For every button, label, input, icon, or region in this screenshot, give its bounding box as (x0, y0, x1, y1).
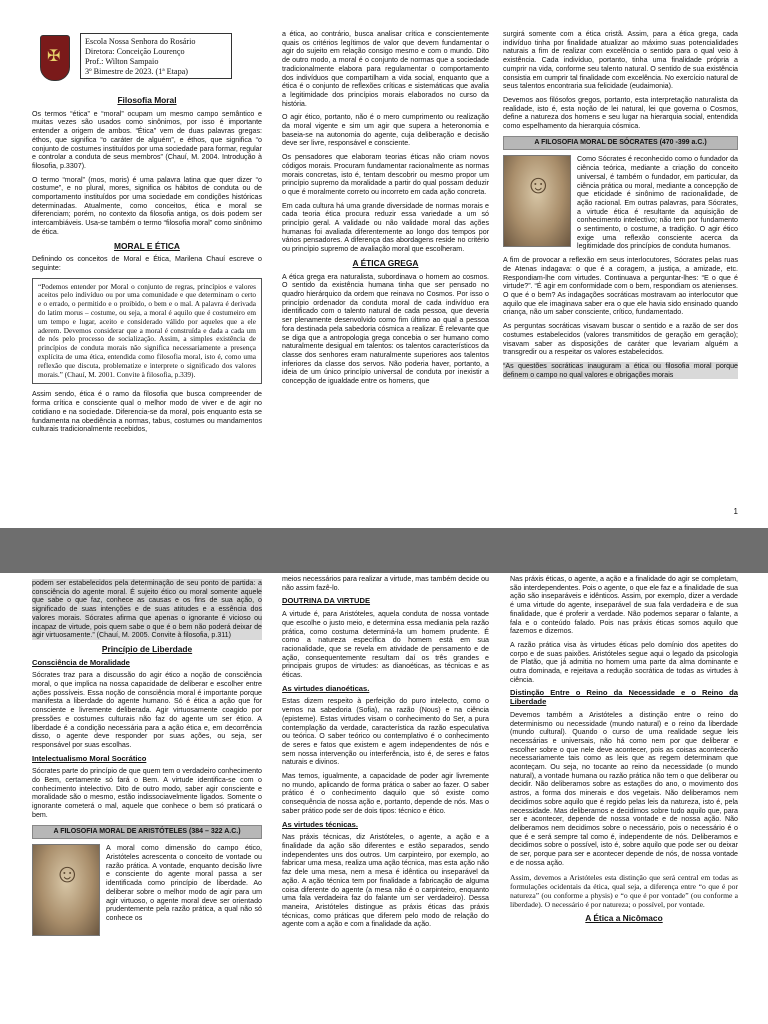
teacher-line: Prof.: Wilton Sampaio (85, 57, 159, 66)
paragraph: A fim de provocar a reflexão em seus interlocutores, Sócrates pelas ruas de Atenas indagava: o que é a coragem, a justiça, a amizade, etc. Respondiam-lhe com virtudes. Continuava a perguntar-lhes: “E o que é virtude?”. “É agir em conformidade com o bem, respondiam os atenienses. O que é o bem? As indagações socráticas mostravam ao interlocutor que aquilo que ele imaginava saber era o que ele havia sido ensinado quando criança, não um saber consciente, crítico, fundamentado. (503, 256, 738, 317)
subsection-title: Consciência de Moralidade (32, 657, 130, 667)
page1-column-3 (503, 30, 738, 384)
school-crest-icon (40, 35, 70, 81)
paragraph: A moral como dimensão do campo ético, Aristóteles acrescenta o conceito de vontade ou razão prática. A vontade, enquanto decisão livre e consciente do agente moral passa a ser identificada como princípio de liberdade. Ao deliberar sobre o melhor modo de agir para um agir virtuoso, o agente moral deve ser orientado prudentemente pela razão prática, a qual não só conhece os (106, 844, 262, 922)
highlighted-quote: podem ser estabelecidos pela determinação de seu ponto de partida: a consciência do agente moral. É sujeito ético ou moral somente aquele que sabe o que faz, conhece as causas e os fins de sua ação, o significado de suas intenções e de suas atitudes e a essência dos valores morais. Sócrates afirma que apenas o ignorante é vicioso ou incapaz de virtude, pois quem sabe o que é o bem não poderá deixar de agir virtuosamente.” (Chauí, M. 2005. Convite à filosofia, p.311) (32, 579, 262, 640)
paragraph: Nas práxis técnicas, diz Aristóteles, o agente, a ação e a finalidade da ação são diferentes e estão separados, sendo independentes uns dos outros. Um carpinteiro, por exemplo, ao fabricar uma mesa, realiza uma ação técnica, mas esta ação não faz dele uma mesa, nem a mesa é idêntica ou inseparável da ação. A ação técnica tem por finalidade a fabricação de alguma coisa diferente do agente (a mesa não é o carpinteiro, enquanto uma fala verdadeira faz do falante um ser verdadeiro). Dessa maneira, Aristóteles distingue as práxis éticas das práxis técnicas, como práticas que diferem pelo modo de relação do agente com a ação e com a finalidade da ação. (282, 833, 489, 929)
header-box (80, 33, 232, 79)
page2-column-2 (282, 575, 489, 934)
paragraph: A virtude é, para Aristóteles, aquela conduta de nossa vontade que escolhe o justo meio, e determina essa mediania pela razão prática, como costuma determiná-la um homem prudente. É como a natureza específica do homem está em sua racionalidade, que se revela em atividade de pensamento e de ação, consequentemente resultam daí os três grandes e principais grupos de virtudes: as dianoéticas, as técnicas e as éticas. (282, 610, 489, 680)
bust-icon: ☺ (525, 169, 552, 200)
page1-column-2 (282, 30, 489, 391)
section-band-aristoteles: A FILOSOFIA MORAL DE ARISTÓTELES (384 – 322 A.C.) (32, 825, 262, 840)
paragraph-serif: Assim, devemos a Aristóteles esta distinção que será central em todas as formulações ocidentais da ética, qual seja, a diferença entre “o que é por natureza” (ou conforme a physis) e “o que é por vontade” (ou conforme a liberdade). O necessário é por natureza; o possível, por vontade. (510, 872, 738, 910)
paragraph: O agir ético, portanto, não é o mero cumprimento ou realização da moral vigente e sim um agir que supera a heteronomia e baseia-se na autonomia do agente, cuja deliberação e decisão deve ser livre, responsável e consciente. (282, 113, 489, 148)
page2-column-1 (32, 579, 262, 938)
document-header (30, 33, 240, 85)
subsection-title: DOUTRINA DA VIRTUDE (282, 596, 371, 606)
section-title-etica-a-nicomaco: A Ética a Nicômaco (585, 913, 663, 924)
paragraph: Os pensadores que elaboram teorias éticas não criam novos códigos morais. Procuram fundamentar racionalmente as normas morais concretas, isto é, tentam descobrir ou mesmo propor um princípio supremo da moralidade a partir do qual possam deduzir o que é moralmente correto ou incorreto em cada ação concreta. (282, 153, 489, 196)
chaui-quote: “Podemos entender por Moral o conjunto de regras, princípios e valores aceitos pelo indivíduo ou por uma comunidade e que determinam o certo e o errado, o permitido e o proibido, o bem e o mal. A palavra é derivada do latim morus – costume, ou seja, a moral é aquilo que é costumeiro em um tempo e lugar, aceito e considerado válido por aqueles que a ele aderem. Devemos considerar que a moral é construída e dada a cada um de nós pelo processo de socialização. Assim, a simples existência de princípios de conduta morais não significa necessariamente a presença explícita de uma ética, entendida como filosofia moral, isto é, como uma reflexão que discuta, problematize e interprete o significado dos valores morais.” (Chauí, M. 2001. Convite à filosofia, p.339). (32, 278, 262, 385)
page1-column-1 (32, 92, 262, 439)
term-line: 3º Bimestre de 2023. (1ª Etapa) (85, 67, 189, 76)
paragraph: Nas práxis éticas, o agente, a ação e a finalidade do agir se completam, são interdependentes. Pois o agente, o que ele faz e a finalidade de sua ação são inseparáveis e idênticos. Assim, por exemplo, dizer a verdade é uma virtude do agente, inseparável de sua fala verdadeira e de sua finalidade, que é proferir a verdade. Não podemos separar o falante, a fala e o conteúdo falado. Pois nas práxis éticas somos aquilo que fazemos e dizemos. (510, 575, 738, 636)
page-2 (0, 573, 768, 1024)
section-title-etica-grega: A ÉTICA GREGA (352, 257, 419, 268)
subsection-title: As virtudes dianoéticas. (282, 683, 370, 693)
paragraph: Sócrates traz para a discussão do agir ético a noção de consciência moral, o que implica na nossa capacidade de deliberar e escolher entre ações possíveis. Essa noção de consciência moral é importante porque manifesta a liberdade do agente humano. Só é ética a ação que for consciente e livremente deliberada. Agir virtuosamente coagido por pressões e costumes culturais não faz do agente um ser ético. A liberdade é a condição necessária para a ação ética e, em decorrência disso, o agente deve responder por suas ações, ou seja, ser responsável por suas escolhas. (32, 671, 262, 749)
paragraph: As perguntas socráticas visavam buscar o sentido e a razão de ser dos costumes estabelecidos (valores transmitidos de geração em geração); visavam saber as disposições de caráter que levariam alguém a transgredir ou a respeitar os valores estabelecidos. (503, 322, 738, 357)
paragraph: Devemos também a Aristóteles a distinção entre o reino do determinismo ou necessidade (mundo natural) e o reino da liberdade (mundo cultural). Quando o curso de uma realidade segue leis necessárias e universais, não há como nem por que deliberar e escolher sobre o que nele deve acontecer, pois as coisas acontecerão necessariamente tais como as leis que as regem determinam que aconteçam. Ou seja, no tocante ao reino da necessidade (o mundo natural), a vontade humana ou razão prática não tem o que deliberar ou decidir. Não deliberamos sobre as estações do ano, o movimento dos astros, a forma dos minerais e dos vegetais. Não deliberamos nem decidimos sobre aquilo que é regido pelas leis da natureza, isto é, pela necessidade. Mas deliberamos e decidimos sobre tudo aquilo que, para ser e acontecer, depende de nossa vontade e de nossa ação. Não deliberamos nem decidimos sobre o necessário, pois o necessário é o que é e será sempre tal como é, independente de nós. Deliberamos e decidimos sobre o possível, isto é, sobre aquilo que pode ser ou deixar de ser, porque para ser e acontecer depende de nós, de nossa vontade e de nossa ação. (510, 710, 738, 867)
director-line: Diretora: Conceição Lourenço (85, 47, 185, 56)
paragraph: A razão prática visa às virtudes éticas pelo domínio dos apetites do corpo e de suas paixões. Aristóteles segue aqui o legado da psicologia de Platão, que já admitia no homem uma parte da alma dominante e outra dominada, e rejeitava a redução socrática de todas as virtudes à ciência. (510, 640, 738, 684)
paragraph: Sócrates parte do princípio de que quem tem o verdadeiro conhecimento do Bem, certamente só fará o Bem. A virtude identifica-se com o conhecimento intelectivo. Dito de outro modo, saber agir consciente e moralidade são o mesmo, estão indissociavelmente ligados. Somente o ignorante cometerá o mal, aquele que conhece o bem só praticará o bem. (32, 767, 262, 819)
paragraph: surgirá somente com a ética cristã. Assim, para a ética grega, cada indivíduo tinha por finalidade atualizar ao máximo suas potencialidades naturais a fim de realizar com excelência o sentido para o qual veio à existência. Cada indivíduo, portanto, tinha uma finalidade própria a cumprir na vida, conforme seu talento natural. O sentido de sua existência consistia em cumprir tal finalidade com excelência. No exercício natural de seus talentos encontraria sua felicidade (eudaimonia). (503, 30, 738, 91)
socrates-portrait-image (503, 155, 571, 247)
highlighted-quote: “As questões socráticas inauguram a ética ou filosofia moral porque definem o campo no qual valores e obrigações morais (503, 361, 738, 379)
paragraph: Definindo os conceitos de Moral e Ética, Marilena Chauí escreve o seguinte: (32, 255, 262, 272)
page-number: 1 (733, 507, 738, 516)
paragraph: Mas temos, igualmente, a capacidade de poder agir livremente no mundo, aplicando de forma prática o saber ao fazer. O saber prático é o conhecimento daquilo que só existe como consequência de nossa ação e, portanto, depende de nós. Mas o saber prático pode ser de dois tipos: técnico e ético. (282, 772, 489, 815)
section-band-socrates: A FILOSOFIA MORAL DE SÓCRATES (470 -399 a.C.) (503, 136, 738, 151)
page2-column-3 (510, 575, 738, 928)
section-title-moral-e-etica: MORAL E ÉTICA (114, 240, 180, 251)
paragraph: Como Sócrates é reconhecido como o fundador da ciência teórica, mediante a criação do conceito universal, é também o fundador, em particular, da ciência prática ou moral, mediante a concepção de que eticidade é sinônimo de racionalidade, de ação racional. Em outras palavras, para Sócrates, a virtude ética é resultante da aquisição de conhecimento intelectivo; não tem por fundamento o sentimento, o costume, a tradição. O agir ético exige uma reflexão consciente acerca da legitimidade dos princípios de conduta humanos. (577, 155, 738, 251)
paragraph: Em cada cultura há uma grande diversidade de normas morais e cada teoria ética procura reduzir essa variedade a um só princípio geral. A validade ou não validade moral das ações humanas foi avaliada diferentemente ao longo dos tempos por vários pensadores. A diferença das abordagens reside no critério ou princípio supremo de avaliação moral que escolheram. (282, 201, 489, 254)
paragraph: Devemos aos filósofos gregos, portanto, esta interpretação naturalista da realidade, isto é, esta noção de lei natural, lei que governa o Cosmos, define a natureza dos homens e seu lugar na hierarquia social, entendida como espelhamento da hierarquia cósmica. (503, 95, 738, 131)
paragraph: Os termos “ética” e “moral” ocupam um mesmo campo semântico e muitas vezes são usados como sinônimos, por isso é importante entender a origem de ambos. “Ética” vem de duas palavras gregas: éthos, que significa “o caráter de alguém”, e éthos, que significa “o conjunto de costumes instituídos por uma sociedade para formar, regular e controlar a conduta de seus membros” (Chauí, M. 2004. Introdução à filosofia, p.3307). (32, 109, 262, 170)
paragraph: meios necessários para realizar a virtude, mas também decide ou não assim fazê-lo. (282, 575, 489, 592)
section-title-filosofia-moral: Filosofia Moral (117, 95, 177, 105)
bust-icon: ☺ (54, 858, 81, 889)
section-title-principio-de-liberdade: Princípio de Liberdade (101, 643, 193, 654)
paragraph: a ética, ao contrário, busca analisar crítica e conscientemente quais os critérios legítimos de valor que devem fundamentar o agir do sujeito em relação consigo mesmo e com o mundo. Dito de outro modo, a moral é o conjunto de normas que a sociedade tradicionalmente elabora para regulamentar o comportamento dos indivíduos que compartilham a vida social, enquanto que a ética é o conjunto de reflexões críticas e sistemáticas que avalia a legitimidade dos princípios morais elaborados no curso da história. (282, 30, 489, 108)
aristotle-portrait-image (32, 844, 100, 936)
paragraph: A ética grega era naturalista, subordinava o homem ao cosmos. O sentido da existência humana tinha que ser pensado no quadro hierárquico da ordem que reinava no Cosmos. Por isso o princípio ordenador da conduta moral de cada indivíduo era identificado com o talento natural de cada pessoa, que deveria ser plenamente desenvolvido como fim último ao qual a pessoa fora destinada pela sabedoria cósmica a realizar. É relevante que se diga que a antropologia grega concebia o ser humano como naturalmente desigual em talentos: os talentos característicos da classe dos senhores eram naturalmente superiores aos talentos inferiores da classe dos servos. Não poderia haver, portanto, a ideia de um único princípio universal de conduta por inexistir a concepção de igualdade entre os homens, que (282, 272, 489, 386)
subsection-title: Intelectualismo Moral Socrático (32, 753, 147, 763)
paragraph: Estas dizem respeito à perfeição do puro intelecto, como o vemos na sabedoria (Sofia), na razão (Nous) e na ciência (episteme). Estas virtudes visam o conhecimento do Ser, a pura contemplação da verdade, característica da razão especulativa ou teórica. O saber teórico ou contemplativo é o conhecimento de seres e fatos que existem e agem independentes de nós e sem nossa intervenção ou interferência, isto é, de seres e fatos naturais e divinos. (282, 697, 489, 767)
subsection-title: As virtudes técnicas. (282, 819, 358, 829)
paragraph: Assim sendo, ética é o ramo da filosofia que busca compreender de forma crítica e consciente qual o melhor modo de viver e de agir no cotidiano e na sociedade. Diferencia-se da moral, pois enquanto esta se fundamenta na obediência a normas, tabus, costumes ou mandamentos culturais tradicionalmente recebidos, (32, 390, 262, 434)
paragraph: O termo “moral” (mos, moris) é uma palavra latina que quer dizer “o costume”, e no plural, mores, significa os hábitos de conduta ou de comportamento instituídos por uma sociedade em condições históricas determinadas. Atualmente, como conceitos, ética e moral se diferenciam; porém, no contexto da filosofia antiga, os dois podem ser intercambiáveis. Usa-se também o termo “filosofia moral” como sinônimo de ética. (32, 175, 262, 236)
subsection-title: Distinção Entre o Reino da Necessidade e o Reino da Liberdade (510, 688, 738, 707)
school-name: Escola Nossa Senhora do Rosário (85, 37, 196, 46)
